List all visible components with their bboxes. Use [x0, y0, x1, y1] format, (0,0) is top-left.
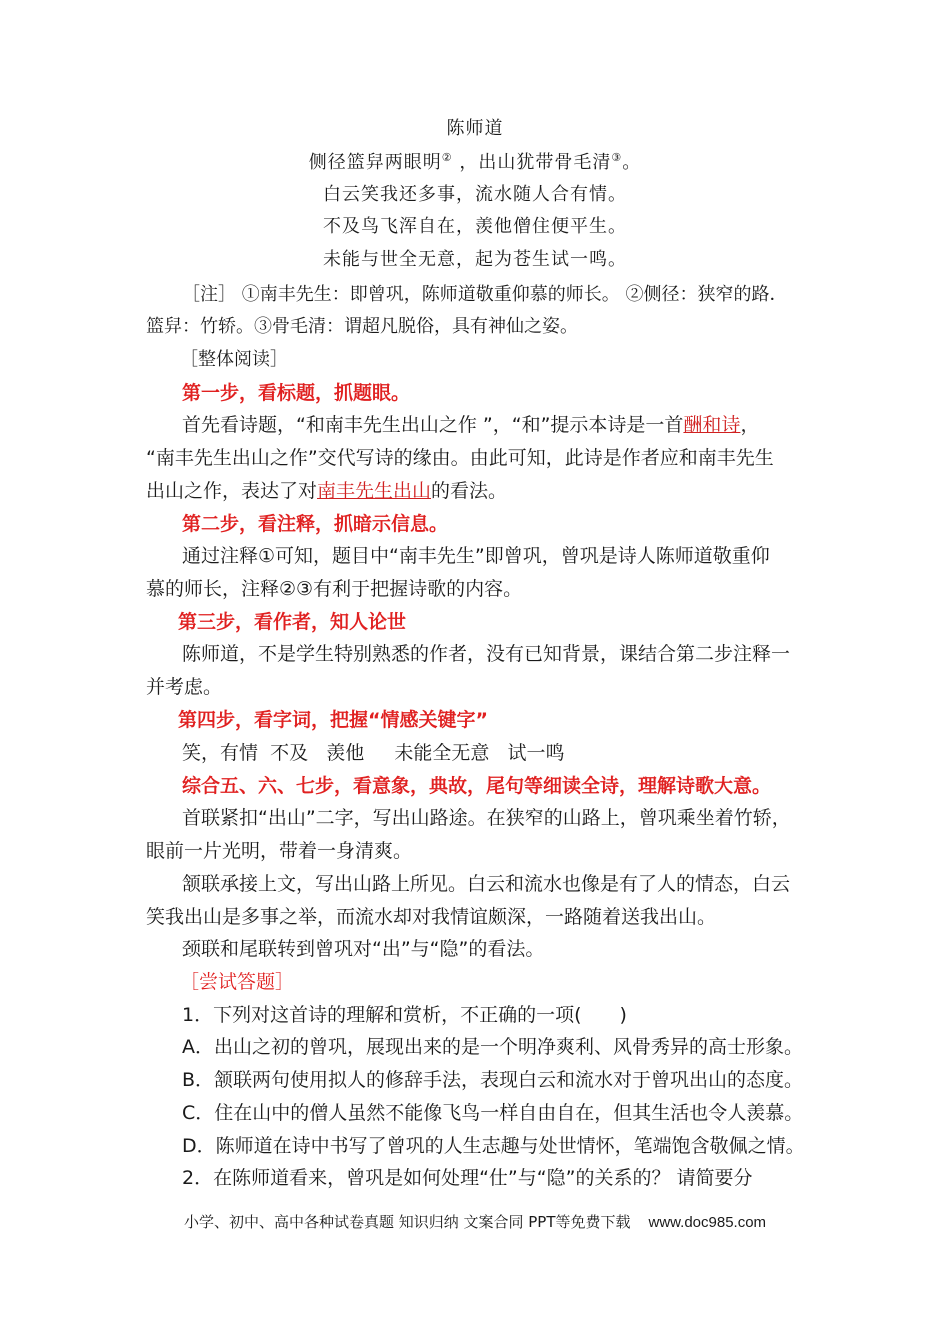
poem-line-4: 未能与世全无意，起为苍生试一鸣。: [323, 249, 627, 270]
step5-para-line-1: 首联紧扣“出山”二字，写出山路途。在狭窄的山路上，曾巩乘坐着竹轿，: [182, 807, 791, 829]
step1-underlined-phrase: 南丰先生出山: [317, 480, 432, 502]
step4-keywords: 笑，有情 不及 羡他 未能全无意 试一鸣: [182, 742, 565, 764]
poem-line-1: [0, 151, 950, 175]
poem-line-1-part-b: ，出山犹带骨毛清: [452, 152, 612, 173]
step1-text-d: 的看法。: [431, 480, 508, 502]
step2-heading: 第二步，看注释，抓暗示信息。: [182, 513, 449, 535]
option-b: B．颔联两句使用拟人的修辞手法，表现白云和流水对于曾巩出山的态度。: [182, 1069, 804, 1091]
step3-heading: 第三步，看作者，知人论世: [178, 611, 407, 633]
poem-title: 陈师道: [446, 118, 504, 139]
step5-para-line-5: 颈联和尾联转到曾巩对“出”与“隐”的看法。: [182, 938, 545, 960]
poem-line-1-part-c: 。: [622, 152, 642, 173]
step3-para-line-2: 并考虑。: [146, 676, 223, 698]
step1-heading: 第一步，看标题，抓题眼。: [182, 382, 411, 404]
footer-url[interactable]: www.doc985.com: [648, 1214, 767, 1231]
step1-para-line-1: [182, 413, 759, 437]
step1-para-line-3: [146, 479, 507, 503]
note-ref-2: ②: [441, 151, 453, 164]
try-heading: ［尝试答题］: [180, 971, 295, 993]
step1-text-c: 出山之作，表达了对: [146, 480, 318, 502]
step1-text-b: ，: [740, 414, 760, 436]
poem-line-2: 白云笑我还多事，流水随人合有情。: [323, 184, 627, 205]
step2-para-line-1: 通过注释①可知，题目中“南丰先生”即曾巩，曾巩是诗人陈师道敬重仰: [182, 545, 770, 567]
note-line-2: 篮舁：竹轿。③骨毛清：谓超凡脱俗，具有神仙之姿。: [146, 316, 578, 337]
step4-heading: 第四步，看字词，把握“情感关键字”: [178, 709, 488, 731]
step1-underlined-term: 酬和诗: [683, 414, 741, 436]
option-a: A．出山之初的曾巩，展现出来的是一个明净爽利、风骨秀异的高士形象。: [182, 1036, 803, 1058]
step2-para-line-2: 慕的师长，注释②③有利于把握诗歌的内容。: [146, 578, 523, 600]
option-c: C．住在山中的僧人虽然不能像飞鸟一样自由自在，但其生活也令人羡慕。: [182, 1102, 804, 1124]
step5-para-line-3: 颔联承接上文，写出山路上所见。白云和流水也像是有了人的情态，白云: [182, 873, 791, 895]
question-2: 2．在陈师道看来，曾巩是如何处理“仕”与“隐”的关系的？ 请简要分: [182, 1167, 753, 1189]
option-d: D．陈师道在诗中书写了曾巩的人生志趣与处世情怀，笔端饱含敬佩之情。: [182, 1135, 805, 1157]
section-overall-heading: ［整体阅读］: [180, 349, 288, 370]
poem-line-1-part-a: 侧径篮舁两眼明: [308, 152, 442, 173]
poem-line-3: 不及鸟飞浑自在，羡他僧住便平生。: [323, 216, 627, 237]
step1-para-line-2: “南丰先生出山之作”交代写诗的缘由。由此可知，此诗是作者应和南丰先生: [146, 447, 774, 469]
note-ref-3: ③: [611, 151, 623, 164]
step5-heading: 综合五、六、七步，看意象，典故，尾句等细读全诗，理解诗歌大意。: [182, 775, 772, 797]
step3-para-line-1: 陈师道，不是学生特别熟悉的作者，没有已知背景，课结合第二步注释一: [182, 643, 791, 665]
footer-text: 小学、初中、高中各种试卷真题 知识归纳 文案合同 PPT等免费下载: [183, 1213, 631, 1231]
step5-para-line-2: 眼前一片光明，带着一身清爽。: [146, 840, 413, 862]
step5-para-line-4: 笑我出山是多事之举，而流水却对我情谊颇深，一路随着送我出山。: [146, 906, 717, 928]
step1-text-a: 首先看诗题，“和南丰先生出山之作 ”，“和”提示本诗是一首: [182, 414, 684, 436]
note-line-1: ［注］ ①南丰先生：即曾巩，陈师道敬重仰慕的师长。 ②侧径：狭窄的路．: [182, 284, 788, 305]
question-1: 1．下列对这首诗的理解和赏析，不正确的一项( ): [182, 1004, 627, 1026]
page-footer: [0, 1211, 950, 1232]
